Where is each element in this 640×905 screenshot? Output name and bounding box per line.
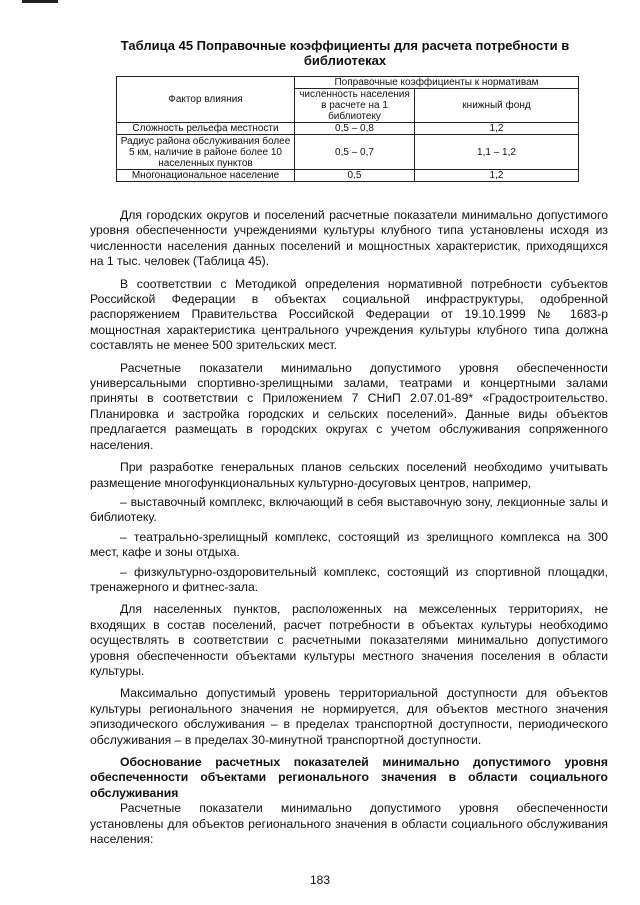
paragraph-rural-centers: При разработке генеральных планов сельских поселений необходимо учитывать размещение многофункциональных культурно-досуговых центров, например, [90, 460, 608, 490]
table-row [117, 135, 579, 170]
body-text [90, 208, 608, 854]
table-row [117, 123, 579, 135]
list-item: – выставочный комплекс, включающий в себя выставочную зону, лекционные залы и библиотеку. [90, 494, 608, 525]
cell-factor: Радиус района обслуживания более 5 км, наличие в районе более 10 населенных пунктов [117, 135, 295, 170]
cell-fund: 1,1 – 1,2 [415, 135, 579, 170]
coefficients-table [116, 76, 579, 182]
header-book-fund: книжный фонд [415, 89, 579, 123]
cell-factor: Сложность рельефа местности [117, 123, 295, 135]
header-coefficients-group: Поправочные коэффициенты к нормативам [295, 77, 579, 89]
header-factor: Фактор влияния [117, 77, 295, 123]
section-heading: Обоснование расчетных показателей минимально допустимого уровня обеспеченности объектами регионального значения в области социального обслуживания [90, 755, 608, 800]
paragraph-methodology: В соответствии с Методикой определения нормативной потребности субъектов Российской Федерации в объектах социальной инфраструктуры, одобренной распоряжением Правительства Российской Федерации от 19.10.1999 № 1683-р мощностная характеристика центрального учреждения культуры клубного типа должна составлять не менее 500 зрительских мест. [90, 276, 608, 353]
paragraph-social-services: Расчетные показатели минимально допустимого уровня обеспеченности установлены для объектов регионального значения в области социального обслуживания населения: [90, 801, 608, 847]
cell-population: 0,5 – 0,7 [295, 135, 415, 170]
paragraph-accessibility: Максимально допустимый уровень территориальной доступности для объектов культуры регионального значения не нормируется, для объектов местного значения эпизодического обслуживания – в пределах транспортной доступности, периодического обслуживания – в пределах 30-минутной транспортной доступности. [90, 686, 608, 747]
scan-top-mark [22, 0, 58, 3]
page-number: 183 [309, 873, 331, 887]
list-item: – театрально-зрелищный комплекс, состоящий из зрелищного комплекса на 300 мест, кафе и зоны отдыха. [90, 529, 608, 560]
table-row [117, 170, 579, 182]
header-population: численность населения в расчете на 1 библиотеку [295, 89, 415, 123]
cell-fund: 1,2 [415, 170, 579, 182]
cell-population: 0,5 [295, 170, 415, 182]
table-title: Таблица 45 Поправочные коэффициенты для расчета потребности в библиотеках [120, 38, 570, 68]
cell-population: 0,5 – 0,8 [295, 123, 415, 135]
cell-factor: Многонациональное население [117, 170, 295, 182]
paragraph-clubs: Для городских округов и поселений расчетные показатели минимально допустимого уровня обеспеченности учреждениями культуры клубного типа установлены исходя из численности населения данных поселений и мощностных характеристик, приходящихся на 1 тыс. человек (Таблица 45). [90, 208, 608, 269]
list-item: – физкультурно-оздоровительный комплекс, состоящий из спортивной площадки, тренажерного и фитнес-зала. [90, 564, 608, 594]
paragraph-halls: Расчетные показатели минимально допустимого уровня обеспеченности универсальными спортивно-зрелищными залами, театрами и концертными залами приняты в соответствии с Приложением 7 СНиП 2.07.01-89* «Градостроительство. Планировка и застройка городских и сельских поселений». Данные виды объектов предлагается размещать в городских округах с учетом обслуживания сопряженного населения. [90, 360, 608, 452]
cell-fund: 1,2 [415, 123, 579, 135]
paragraph-inter-settlement: Для населенных пунктов, расположенных на межселенных территориях, не входящих в состав поселений, расчет потребности в объектах культуры необходимо осуществлять в соответствии с расчетными показателями минимально допустимого уровня обеспеченности объектами культуры местного значения поселения в области культуры. [90, 602, 608, 678]
